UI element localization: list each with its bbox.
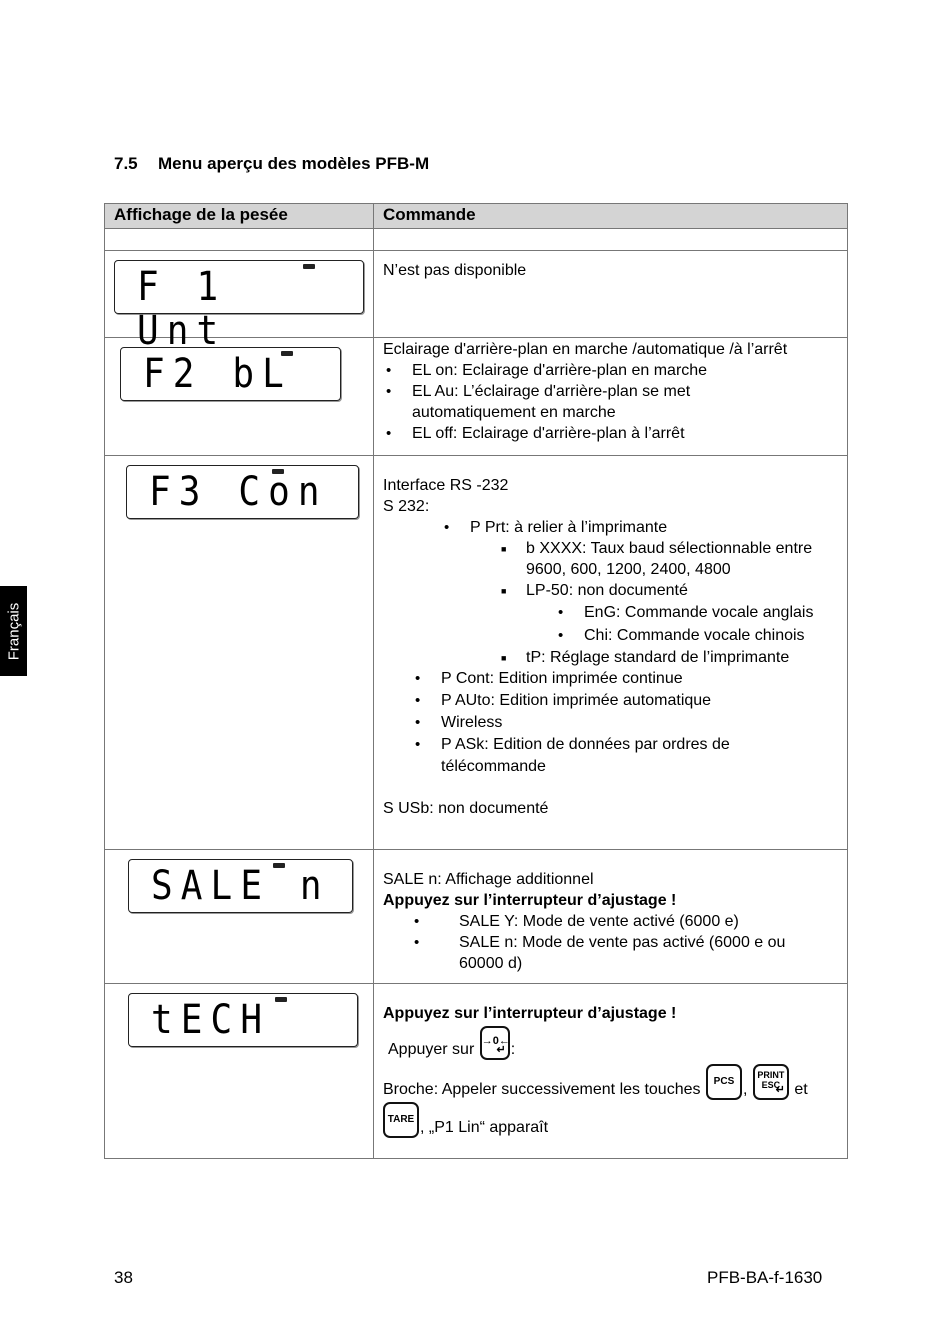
command-cell (374, 251, 848, 338)
sale-line: SALE n: Affichage additionnel (383, 871, 594, 888)
lcd-display (126, 465, 359, 519)
table-row-empty (105, 229, 848, 251)
command-cell (374, 850, 848, 984)
lcd-display (128, 993, 358, 1047)
lcd-text: SALE n (151, 863, 330, 909)
s232-line: S 232: (383, 498, 430, 515)
tare-key-icon: TARE (383, 1102, 419, 1138)
table-header-row (105, 204, 848, 229)
list-item: • EL off: Eclairage d'arrière-plan à l’arrêt (383, 423, 839, 444)
lcd-text: tECH (151, 997, 271, 1043)
lcd-text: F3 Con (149, 469, 328, 515)
command-intro: Eclairage d'arrière-plan en marche /automatique /à l’arrêt (383, 341, 788, 358)
command-text: N’est pas disponible (383, 262, 527, 279)
document-code: PFB-BA-f-1630 (707, 1268, 823, 1287)
list-item: • Wireless (412, 712, 839, 734)
interface-line: Interface RS -232 (383, 477, 509, 494)
lcd-display (128, 859, 353, 913)
page-number: 38 (114, 1268, 133, 1287)
language-tab (0, 586, 27, 676)
zero-key-icon: →0← ↵ (480, 1026, 510, 1060)
language-tab-label: Français (5, 602, 22, 660)
list-item: • P ASk: Edition de données par ordres de télécommande (412, 734, 839, 778)
list-item: ■ b XXXX: Taux baud sélectionnable entre 9600, 600, 1200, 2400, 4800 (497, 538, 839, 580)
list-item: • EL on: Eclairage d'arrière-plan en marche (383, 360, 839, 381)
list-item: • Chi: Commande vocale chinois (555, 624, 839, 647)
adjust-warning: Appuyez sur l’interrupteur d’ajustage ! (383, 1005, 677, 1022)
pcs-key-icon: PCS (706, 1064, 742, 1100)
list-item: • SALE Y: Mode de vente activé (6000 e) (411, 911, 839, 932)
broche-line: Broche: Appeler successivement les touches PCS , PRINT ESC ↵ et (383, 1064, 839, 1100)
table-row (105, 456, 848, 850)
print-esc-key-icon: PRINT ESC ↵ (753, 1064, 789, 1100)
header-command: Commande (374, 204, 848, 229)
lcd-text: F2 bL (143, 351, 292, 397)
adjust-warning: Appuyez sur l’interrupteur d’ajustage ! (383, 892, 677, 909)
susb-line: S USb: non documenté (383, 800, 549, 817)
table-row (105, 338, 848, 456)
section-heading (114, 154, 429, 174)
table-row (105, 251, 848, 338)
command-cell (374, 456, 848, 850)
command-cell (374, 338, 848, 456)
option-list (383, 360, 839, 444)
list-item: • P AUto: Edition imprimée automatique (412, 690, 839, 712)
tare-line: TARE , „P1 Lin“ apparaît (383, 1102, 839, 1138)
lcd-text: F 1 Unt (137, 264, 227, 354)
list-item: • EL Au: L’éclairage d'arrière-plan se met automatiquement en marche (383, 381, 839, 423)
list-item: ■ LP-50: non documenté (497, 580, 839, 601)
section-number: 7.5 (114, 154, 138, 173)
list-item: • SALE n: Mode de vente pas activé (6000 e ou 60000 d) (411, 932, 839, 974)
list-item: • EnG: Commande vocale anglais (555, 601, 839, 624)
list-item: • P Prt: à relier à l’imprimante (441, 517, 839, 538)
lcd-display (114, 260, 364, 354)
table-row (105, 850, 848, 984)
list-item: ■ tP: Réglage standard de l’imprimante (497, 647, 839, 668)
list-item: • P Cont: Edition imprimée continue (412, 668, 839, 690)
section-title: Menu aperçu des modèles PFB-M (158, 154, 430, 173)
lcd-display (120, 347, 341, 401)
press-line: Appuyer sur →0← ↵ : (383, 1026, 839, 1060)
menu-overview-table (104, 203, 848, 1159)
battery-icon (275, 997, 287, 1002)
table-row (105, 984, 848, 1159)
header-display: Affichage de la pesée (105, 204, 374, 229)
command-cell (374, 984, 848, 1159)
